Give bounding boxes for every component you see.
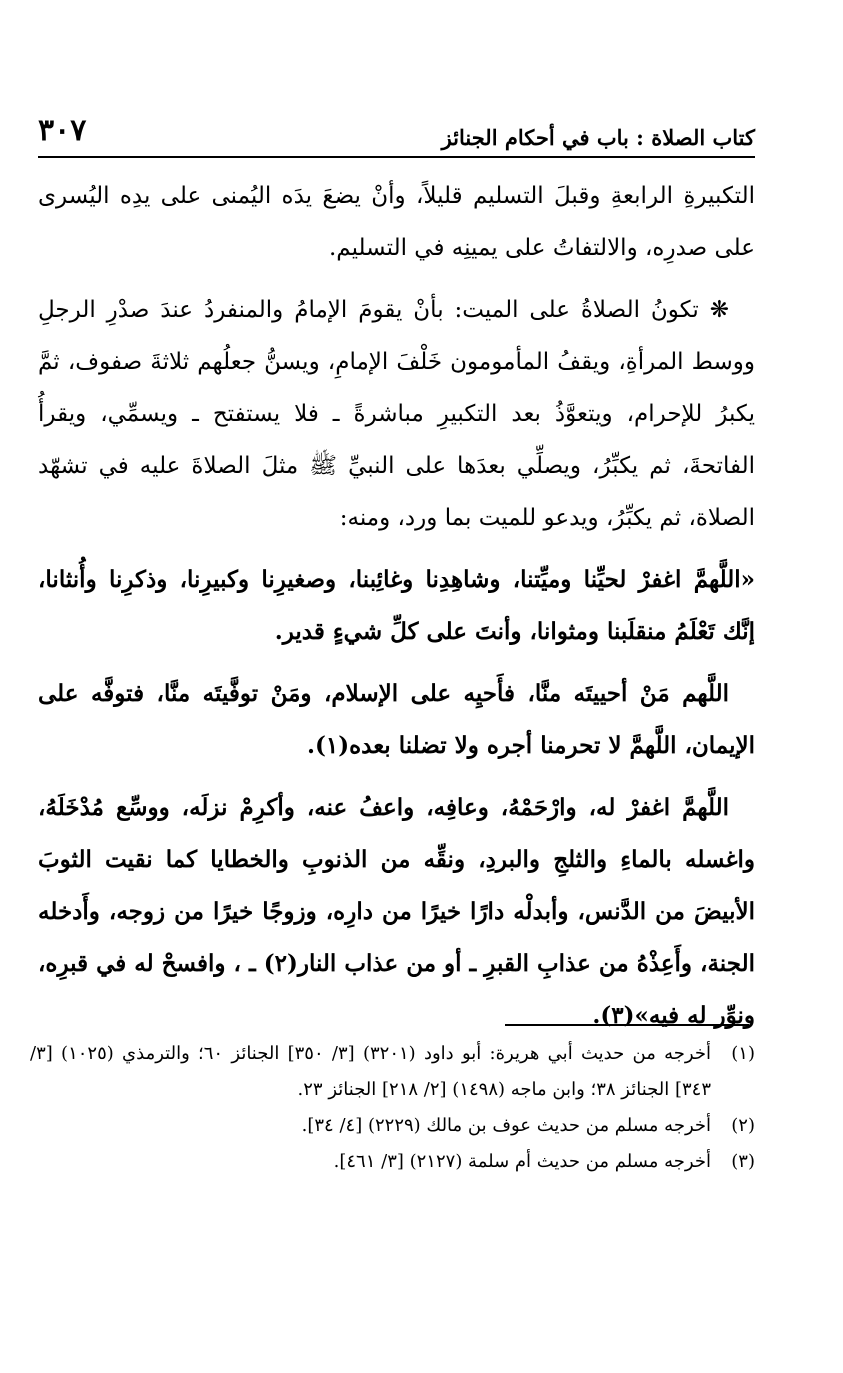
paragraph-intro: التكبيرةِ الرابعةِ وقبلَ التسليم قليلاً، وأنْ يضعَ يدَه اليُمنى على يدِه اليُسرى على صدرِه، والالتفاتُ على يمينِه في التسليم. bbox=[38, 183, 755, 261]
footnote-1 bbox=[30, 1036, 755, 1108]
footnote-number: (٢) bbox=[731, 1115, 755, 1136]
dua-paragraph-1: «اللَّهمَّ اغفرْ لحيِّنا وميِّتنا، وشاهِدِنا وغائِبنا، وصغيرِنا وكبيرِنا، وذكرِنا وأُنثانا، إنَّك تَعْلَمُ منقلَبنا ومثوانا، وأنتَ على كلِّ شيءٍ قدير. bbox=[38, 566, 755, 645]
footnotes bbox=[30, 1036, 755, 1180]
footnote-3 bbox=[30, 1144, 755, 1180]
footnote-separator bbox=[505, 1024, 749, 1026]
footnote-2 bbox=[30, 1108, 755, 1144]
main-text bbox=[38, 170, 755, 1052]
footnote-text: أخرجه من حديث أبي هريرة: أبو داود (٣٢٠١) [٣/ ٣٥٠] الجنائز ٦٠؛ والترمذي (١٠٢٥) [٣/ ٣٤٣] الجنائز ٣٨؛ وابن ماجه (١٤٩٨) [٢/ ٢١٨] الجنائز ٢٣. bbox=[30, 1043, 711, 1100]
page-header bbox=[38, 108, 755, 158]
dua-paragraph-2: اللَّهم مَنْ أحييتَه منَّا، فأَحيِه على الإسلام، ومَنْ توفَّيتَه منَّا، فتوفَّه على الإيمان، اللَّهمَّ لا تحرمنا أجره ولا تضلنا بعده(١). bbox=[38, 680, 755, 759]
running-title: كتاب الصلاة : باب في أحكام الجنائز bbox=[441, 125, 755, 150]
footnote-text: أخرجه مسلم من حديث أم سلمة (٢١٢٧) [٣/ ٤٦١]. bbox=[333, 1151, 711, 1172]
footnote-text: أخرجه مسلم من حديث عوف بن مالك (٢٢٢٩) [٤/ ٣٤]. bbox=[301, 1115, 711, 1136]
dua-paragraph-3: اللَّهمَّ اغفرْ له، وارْحَمْهُ، وعافِه، واعفُ عنه، وأكرِمْ نزلَه، ووسِّع مُدْخَلَهُ، واغسله بالماءِ والثلجِ والبردِ، ونقِّه من الذنوبِ والخطايا كما نقيت الثوبَ الأبيضَ من الدَّنس، وأبدلْه دارًا خيرًا من دارِه، وزوجًا خيرًا من زوجه، وأَدخله الجنة، وأَعِذْهُ من عذابِ القبرِ ـ أو من عذاب النار(٢) ـ ، وافسحْ له في قبرِه، ونوِّر له فيه»(٣). bbox=[38, 794, 755, 1029]
footnote-number: (٣) bbox=[731, 1151, 755, 1172]
page-number: ٣٠٧ bbox=[38, 113, 87, 148]
footnote-number: (١) bbox=[731, 1043, 755, 1064]
paragraph-funeral-prayer: ❋ تكونُ الصلاةُ على الميت: بأنْ يقومَ الإمامُ والمنفردُ عندَ صدْرِ الرجلِ ووسط المرأةِ، ويقفُ المأمومون خَلْفَ الإمامِ، ويسنُّ جعلُهم ثلاثةَ صفوف، ثمَّ يكبرُ للإحرام، ويتعوَّذُ بعد التكبيرِ مباشرةً ـ فلا يستفتح ـ ويسمِّي، ويقرأُ الفاتحةَ، ثم يكبِّرُ، ويصلِّي بعدَها على النبيِّ ﷺ مثلَ الصلاةَ عليه في تشهّد الصلاة، ثم يكبِّرُ، ويدعو للميت بما ورد، ومنه: bbox=[38, 297, 755, 531]
